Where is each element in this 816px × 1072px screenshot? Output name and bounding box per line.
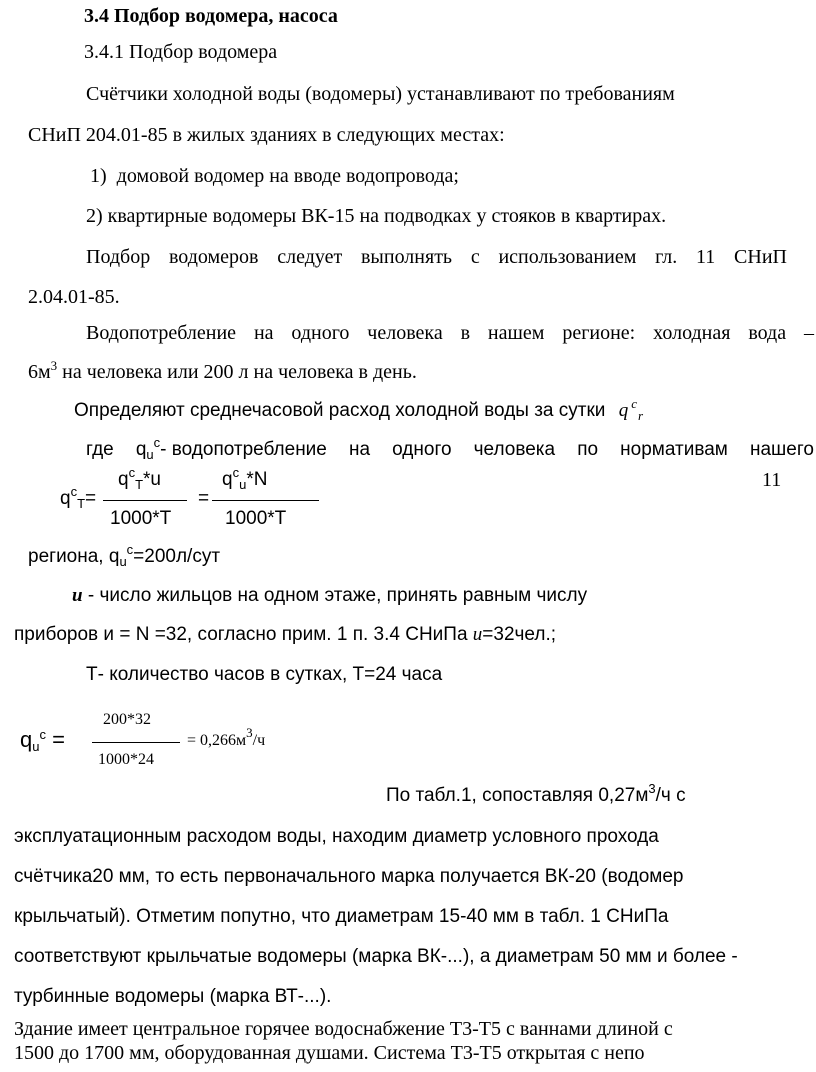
formula2-result [187,725,266,749]
formula1-fraction-bar-1 [103,500,187,501]
word: регионе: [562,322,636,344]
text: - [160,439,167,460]
text: q [222,469,233,490]
superscript: c [128,465,136,480]
superscript: 3 [246,725,253,740]
superscript: c [126,542,134,557]
text: q [618,400,629,421]
subscript: u [239,477,247,492]
subscript: T [77,496,86,511]
para3-line2 [28,358,417,383]
list-item-1 [90,166,459,186]
formula2-lhs [20,727,65,754]
body-line-5: турбинные водомеры (марка ВТ-...). [14,986,332,1007]
para2-line2: 2.04.01-85. [28,286,120,308]
word: одного [291,322,350,344]
text: = 0,266м [187,732,247,749]
superscript: c [631,396,637,411]
text: 6м [28,361,51,383]
formula2-fraction-bar [92,742,180,743]
t-definition: Т- количество часов в сутках, Т=24 часа [86,664,443,685]
text: Определяют среднечасовой расход холодной воды за сутки [74,400,606,421]
word: нашем [487,322,545,344]
q-u-symbol [135,435,327,462]
devices-line [14,625,556,644]
word: водомеров [168,246,259,268]
text: =32чел.; [482,624,557,645]
para2-line1 [86,247,787,267]
text: q [135,439,147,460]
body-line-1: эксплуатационным расходом воды, находим диаметр условного прохода [14,826,659,847]
text: q [20,727,33,752]
word: – [804,322,814,344]
body-line-3: крыльчатый). Отметим попутно, что диаметрам 15-40 мм в табл. 1 СНиПа [14,906,669,927]
word: СНиП [734,246,787,268]
text: на человека или 200 л на человека в день. [57,361,417,383]
word: в [460,322,471,344]
subscript: r [637,408,644,423]
list-item-1-text: домовой водомер на вводе водопровода; [116,165,459,187]
text: /ч с [655,785,686,806]
body-line-4: соответствуют крыльчатые водомеры (марка ВК-...), а диаметрам 50 мм и более - [14,946,738,967]
word: нашего [749,439,814,460]
word: на [253,322,274,344]
word: водопотребление [171,439,327,460]
subscript: u [119,554,127,569]
word: использованием [498,246,637,268]
subscript: u [32,739,40,754]
list-item-2: 2) квартирные водомеры ВК-15 на подводках у стояков в квартирах. [86,205,667,227]
last-line-1: Здание имеет центральное горячее водоснабжение Т3-Т5 с ваннами длиной с [14,1018,673,1040]
superscript: 3 [50,358,58,373]
para3-line1 [86,323,814,343]
region-line [28,542,221,569]
text: *u [143,469,161,490]
text: q [118,469,129,490]
superscript: c [232,465,240,480]
superscript: c [70,484,78,499]
text: = [45,727,65,752]
superscript: c [39,727,46,742]
word: человека [367,322,443,344]
variable-u: u [472,624,483,645]
variable-u: u [72,585,83,606]
word: с [470,246,480,268]
text: *N [246,469,268,490]
subscript: u [146,447,154,462]
section-title: 3.4 Подбор водомера, насоса [84,5,338,27]
formula2-denominator: 1000*24 [98,751,154,768]
q-symbol [618,396,644,423]
table-reference-line [386,781,686,806]
formula1-numerator-1 [118,465,161,492]
word: 11 [696,246,716,268]
where-line [86,435,814,462]
last-line-2: 1500 до 1700 мм, оборудованная душами. Система Т3-Т5 открытая с непо [14,1042,645,1064]
text: =200л/сут [133,546,221,567]
para1-line1: Счётчики холодной воды (водомеры) устанавливают по требованиям [86,83,675,105]
text: /ч [252,732,266,749]
formula1-numerator-2 [222,465,268,492]
formula1-denominator-1: 1000*T [110,508,172,529]
formula1-number: 11 [762,469,782,491]
word: Водопотребление [86,322,237,344]
para1-line2: СНиП 204.01-85 в жилых зданиях в следующих местах: [28,124,505,146]
word: по [577,439,599,460]
word: где [86,439,114,460]
formula2-numerator: 200*32 [103,711,151,728]
text: приборов и = N =32, согласно прим. 1 п. 3.4 СНиПа [14,624,473,645]
formula1-fraction-bar-2 [212,500,319,501]
superscript: 3 [648,781,656,796]
word: на [348,439,371,460]
word: Подбор [86,246,151,268]
u-definition [72,586,587,605]
word: вода [748,322,787,344]
formula1-equals: = [198,488,210,509]
word: человека [473,439,556,460]
word: гл. [655,246,678,268]
word: выполнять [360,246,453,268]
formula1-lhs [60,484,97,511]
body-line-2: счётчика20 мм, то есть первоначального марка получается ВК-20 (водомер [14,866,684,887]
word: нормативам [620,439,728,460]
define-line [74,396,644,423]
superscript: c [153,435,161,450]
subsection-title: 3.4.1 Подбор водомера [84,41,278,63]
text: = [85,488,97,509]
word: следует [277,246,343,268]
word: одного [392,439,452,460]
list-item-1-number: 1) [90,165,107,187]
text: - число жильцов на одном этаже, принять равным числу [82,585,588,606]
subscript: T [135,477,144,492]
word: холодная [653,322,731,344]
text: региона, q [28,546,120,567]
text: По табл.1, сопоставляя 0,27м [386,785,649,806]
formula1-denominator-2: 1000*T [225,508,287,529]
text: q [60,488,71,509]
